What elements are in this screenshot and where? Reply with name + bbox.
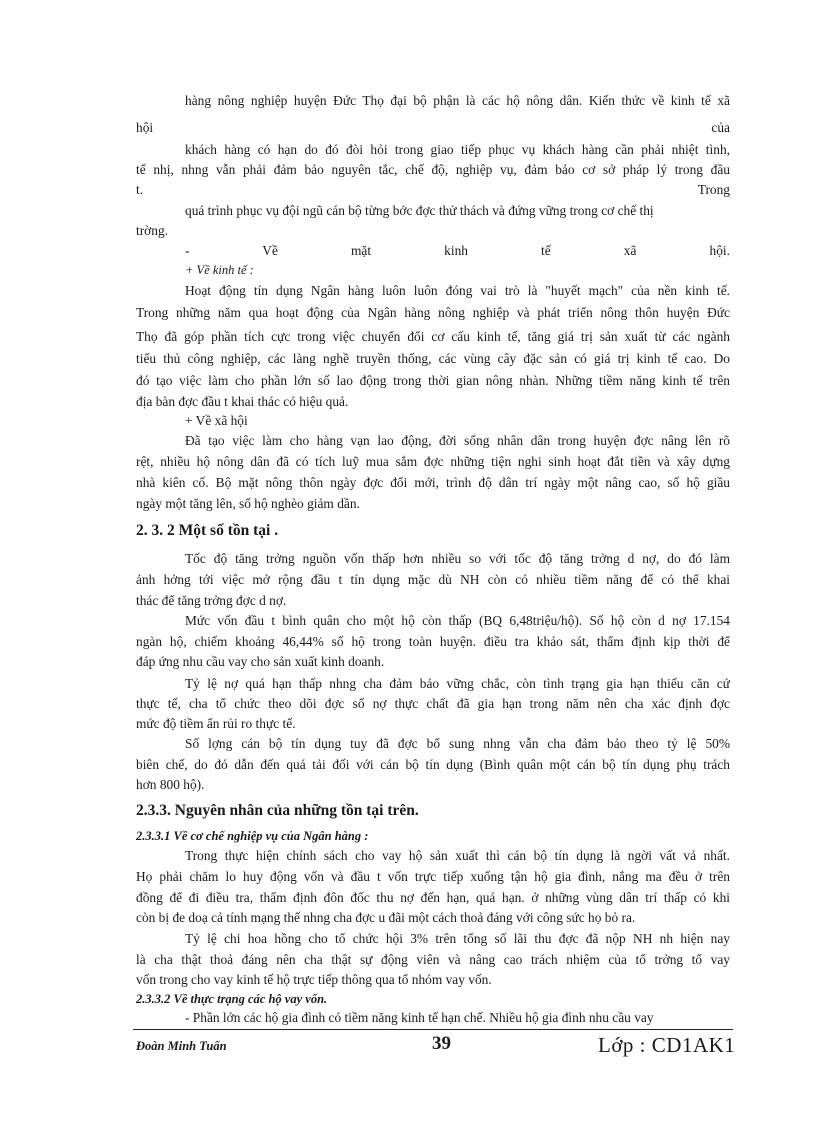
paragraph-line: tiểu thủ công nghiệp, các làng nghề truyền thống, các vùng cây đặc sản có giá trị kinh tế cao. Do <box>136 351 730 366</box>
paragraph-line: Mức vốn đầu t bình quân cho một hộ còn thấp (BQ 6,48triệu/hộ). Số hộ còn d nợ 17.154 <box>185 613 730 628</box>
footer-divider <box>133 1029 733 1030</box>
footer-class: Lớp : CD1AK1 <box>598 1033 736 1057</box>
paragraph-line: nhà kiên cố. Bộ mặt nông thôn ngày đợc đổi mới, trình độ dân trí ngày một nâng cao, số hộ giầu <box>136 475 730 490</box>
section-heading: 2.3.3. Nguyên nhân của những tồn tại trên. <box>136 802 419 819</box>
paragraph-line: Hoạt động tín dụng Ngân hàng luôn luôn đóng vai trò là "huyết mạch" của nền kinh tế. <box>185 283 730 298</box>
subheading-economy: + Về kinh tế : <box>185 263 254 277</box>
paragraph-line: đồng để đi điều tra, thẩm định đôn đốc thu nợ đến hạn, quá hạn. ở những vùng dân trí thấp có khi <box>136 890 730 905</box>
paragraph-line: hơn 800 hộ). <box>136 777 205 792</box>
paragraph-line: Trong thực hiện chính sách cho vay hộ sản xuất thì cán bộ tín dụng là ngời vất vả nhất. <box>185 848 730 863</box>
paragraph-line: Trong <box>697 182 730 197</box>
paragraph-line: địa bàn đợc đầu t khai thác có hiệu quả. <box>136 394 349 409</box>
paragraph-line: mức độ tiềm ẩn rủi ro thực tế. <box>136 716 296 731</box>
paragraph-line: ngàn hộ, chiếm khoảng 46,44% số hộ trong toàn huyện. điều tra khảo sát, thẩm định kịp thời để <box>136 634 730 649</box>
paragraph-line: ảnh hởng tới việc mở rộng đầu t tín dụng mặc dù NH còn có nhiều tiềm năng để có thể khai <box>136 572 730 587</box>
paragraph-line: khách hàng có hạn do đó đòi hỏi trong giao tiếp phục vụ khách hàng cần phải nhiệt tình, <box>185 142 730 157</box>
paragraph-line: Tỷ lệ nợ quá hạn thấp nhng cha đảm bảo vững chắc, còn tình trạng gia hạn thiếu căn cứ <box>185 676 730 691</box>
paragraph-line: t. <box>136 182 144 197</box>
paragraph-line: còn bị đe doạ cả tính mạng thế nhng cha đợc u đãi một cách thoả đáng với công sức họ bỏ ra. <box>136 910 636 925</box>
paragraph-line: Tốc độ tăng trởng nguồn vốn thấp hơn nhiều so với tốc độ tăng trởng d nợ, do đó làm <box>185 551 730 566</box>
paragraph-line: là cha thật thoả đáng nên cha thật sự động viên và nâng cao trách nhiệm của tổ trởng tổ vay <box>136 952 730 967</box>
paragraph-line: thác để tăng trởng đợc d nợ. <box>136 593 287 608</box>
footer-author: Đoàn Minh Tuấn <box>136 1039 227 1053</box>
paragraph-line: đó tạo việc làm cho phần lớn số lao động trong thời gian nông nhàn. Những tiềm năng kinh tế trên <box>136 373 730 388</box>
paragraph-line: vốn trong cho vay kinh tế hộ trực tiếp thông qua tổ nhóm vay vốn. <box>136 972 492 987</box>
paragraph-line: Thọ đã góp phần tích cực trong việc chuyển đổi cơ cấu kinh tế, tăng giá trị sản xuất từ các ngành <box>136 329 730 344</box>
paragraph-line: biên chế, do đó dẫn đến quá tải đối với cán bộ tín dụng (Bình quân một cán bộ tín dụng phụ trách <box>136 757 730 772</box>
paragraph-line: tế nhị, nhng vẫn phải đảm bảo nguyên tắc, chế độ, nghiệp vụ, đảm bảo cơ sở pháp lý trong đầu <box>136 162 730 177</box>
paragraph-line: của <box>711 120 730 135</box>
paragraph-line: Tỷ lệ chi hoa hồng cho tổ chức hội 3% trên tổng số lãi thu đợc đã nộp NH nh hiện nay <box>185 931 730 946</box>
subsection-heading: 2.3.3.1 Về cơ chế nghiệp vụ của Ngân hàng : <box>136 829 369 843</box>
paragraph-line: ngày một tăng lên, số hộ nghèo giảm dần. <box>136 496 360 511</box>
paragraph-line: Họ phải chăm lo huy động vốn và đầu t vốn trực tiếp xuống tận hộ gia đình, nắng ma đều ở trên <box>136 869 730 884</box>
paragraph-line: - Phần lớn các hộ gia đình có tiềm năng kinh tế hạn chế. Nhiều hộ gia đình nhu cầu vay <box>185 1010 654 1025</box>
section-heading: 2. 3. 2 Một số tồn tại . <box>136 522 279 539</box>
page-number: 39 <box>432 1033 451 1054</box>
paragraph-line: quá trình phục vụ đội ngũ cán bộ từng bớc đợc thử thách và đứng vững trong cơ chế thị <box>185 203 654 218</box>
paragraph-line: hàng nông nghiệp huyện Đức Thọ đại bộ phận là các hộ nông dân. Kiến thức về kinh tế xã <box>185 93 730 108</box>
paragraph-line: Số lợng cán bộ tín dụng tuy đã đợc bổ sung nhng vẫn cha đảm bảo theo tỷ lệ 50% <box>185 736 730 751</box>
subsection-heading: 2.3.3.2 Về thực trạng các hộ vay vốn. <box>136 992 328 1006</box>
paragraph-line: đáp ứng nhu cầu vay cho sản xuất kinh doanh. <box>136 654 385 669</box>
paragraph-line: hội <box>136 120 154 135</box>
paragraph-line: Đã tạo việc làm cho hàng vạn lao động, đời sống nhân dân trong huyện đợc nâng lên rõ <box>185 433 730 448</box>
paragraph-line: - Về mặt kinh tế xã hội. <box>185 243 730 258</box>
paragraph-line: thực tế, cha tổ chức theo dõi đợc số nợ thực chất đã gia hạn trong năm nên cha xác định đợc <box>136 696 730 711</box>
subheading-society: + Về xã hội <box>185 413 248 428</box>
paragraph-line: rệt, nhiều hộ nông dân đã có tích luỹ mua sắm đợc những tiện nghi sinh hoạt đắt tiền và xây dựng <box>136 454 730 469</box>
paragraph-line: Trong những năm qua hoạt động của Ngân hàng nông nghiệp và phát triển nông thôn huyện Đức <box>136 305 730 320</box>
paragraph-line: trờng. <box>136 223 168 238</box>
